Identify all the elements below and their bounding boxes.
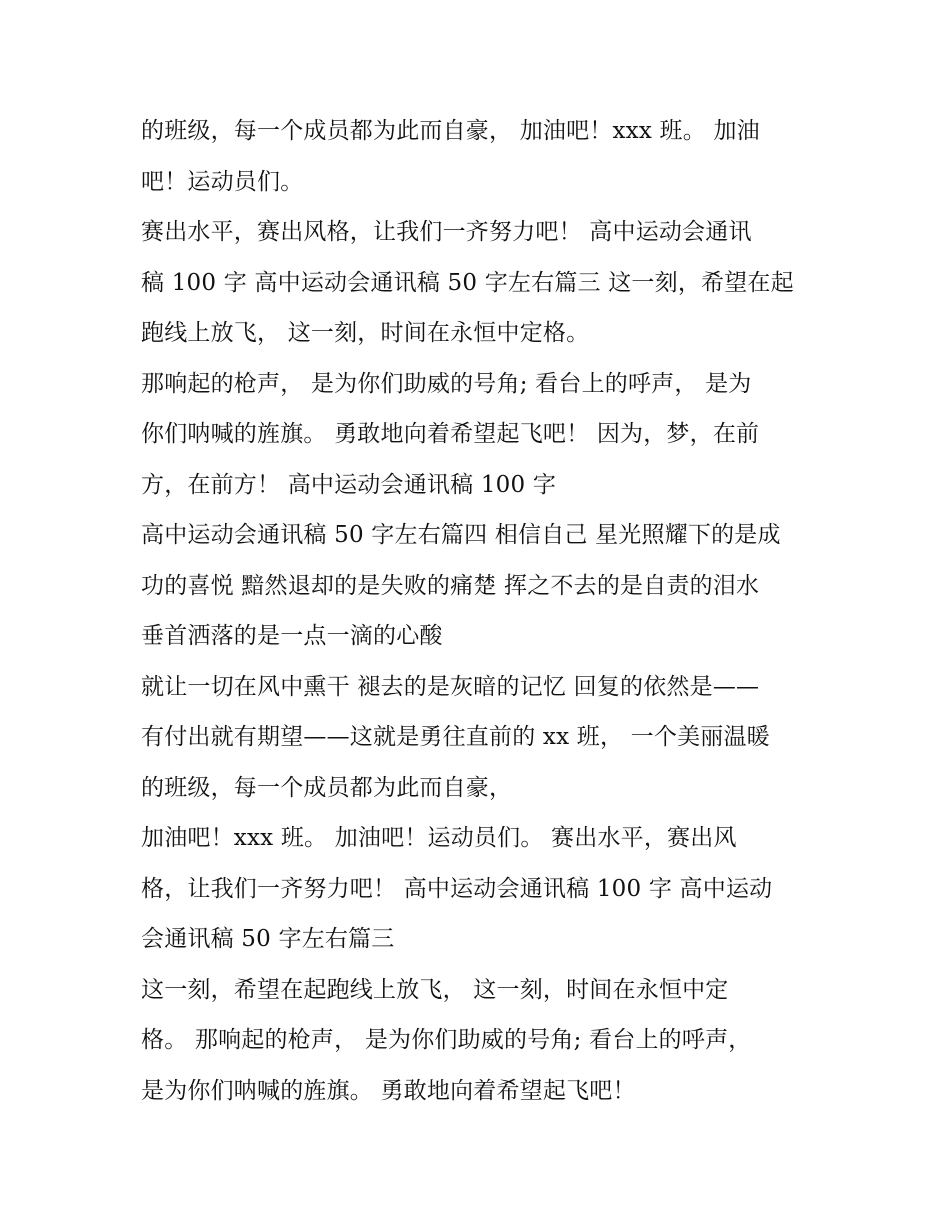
text-line: 的班级，每一个成员都为此而自豪， 加油吧！xxx 班。 加油 (141, 118, 760, 144)
text-line: 的班级，每一个成员都为此而自豪， (141, 774, 513, 801)
text-line: 这一刻，希望在起跑线上放飞， 这一刻，时间在永恒中定 (141, 976, 729, 1003)
text-line: 加油吧！xxx 班。 加油吧！运动员们。 赛出水平，赛出风 (141, 825, 737, 851)
text-line: 格，让我们一齐努力吧！ 高中运动会通讯稿 100 字 高中运动 (141, 875, 773, 902)
text-line: 就让一切在风中熏干 褪去的是灰暗的记忆 回复的依然是—— (141, 673, 760, 700)
text-line: 稿 100 字 高中运动会通讯稿 50 字左右篇三 这一刻，希望在起 (141, 269, 794, 296)
text-line: 赛出水平，赛出风格，让我们一齐努力吧！ 高中运动会通讯 (141, 219, 752, 245)
text-line: 跑线上放飞， 这一刻，时间在永恒中定格。 (141, 320, 590, 346)
text-line: 吧！运动员们。 (141, 168, 304, 195)
text-line: 会通讯稿 50 字左右篇三 (141, 926, 395, 952)
text-line: 那响起的枪声， 是为你们助威的号角; 看台上的呼声， 是为 (141, 370, 752, 397)
text-line: 方，在前方！ 高中运动会通讯稿 100 字 (141, 471, 557, 498)
text-line: 格。 那响起的枪声， 是为你们助威的号角; 看台上的呼声， (141, 1027, 752, 1053)
text-line: 是为你们呐喊的旌旗。 勇敢地向着希望起飞吧！ (141, 1077, 636, 1104)
text-line: 功的喜悦 黯然退却的是失败的痛楚 挥之不去的是自责的泪水 (141, 572, 760, 599)
text-line: 你们呐喊的旌旗。 勇敢地向着希望起飞吧！ 因为，梦，在前 (141, 421, 760, 447)
text-line: 垂首洒落的是一点一滴的心酸 (141, 623, 443, 649)
document-body-text (141, 106, 821, 1116)
text-line: 高中运动会通讯稿 50 字左右篇四 相信自己 星光照耀下的是成 (141, 522, 781, 548)
text-line: 有付出就有期望——这就是勇往直前的 xx 班， 一个美丽温暖 (141, 724, 770, 750)
